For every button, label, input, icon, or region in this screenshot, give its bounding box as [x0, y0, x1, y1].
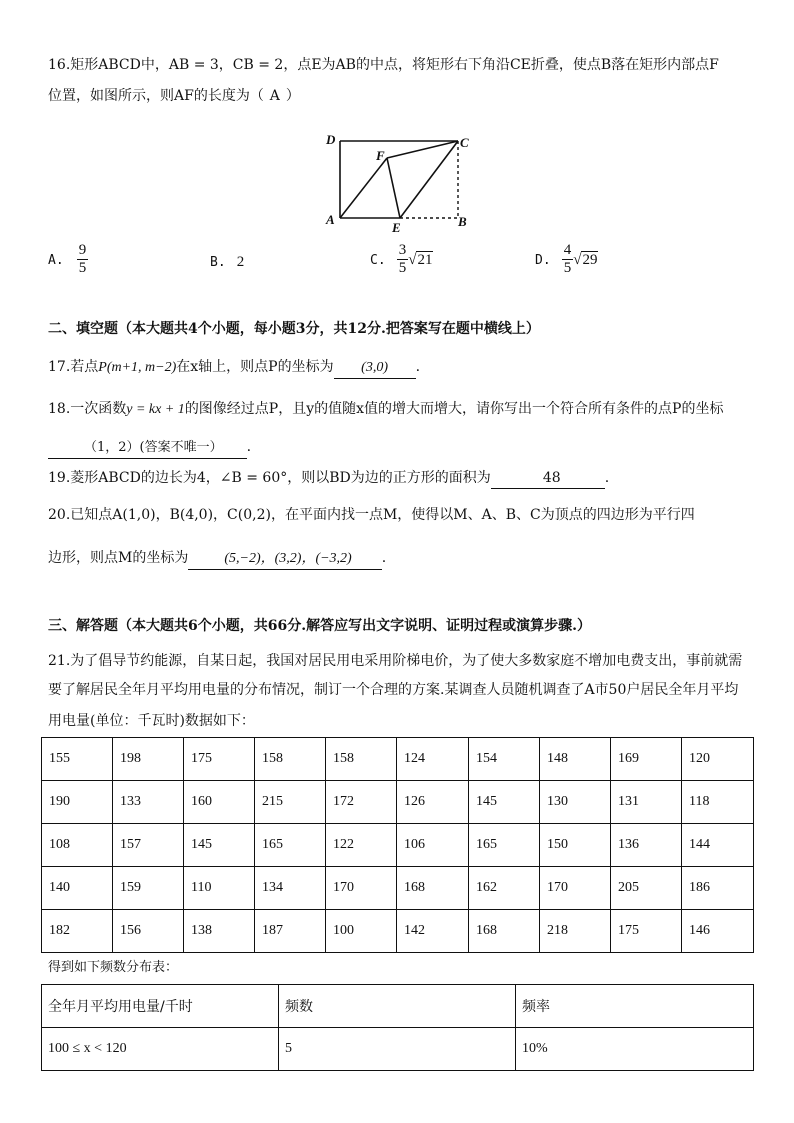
option-b-value: 2	[236, 254, 245, 270]
table-cell: 170	[326, 867, 397, 910]
freq-cell-rate: 10%	[516, 1028, 754, 1071]
table-cell: 170	[540, 867, 611, 910]
freq-row	[42, 1028, 754, 1071]
label-c: C	[460, 135, 469, 150]
option-c-num: 3	[398, 242, 407, 258]
option-c-fraction	[397, 242, 409, 277]
table-cell: 100	[326, 910, 397, 953]
table-cell: 158	[255, 738, 326, 781]
option-d-num: 4	[563, 242, 572, 258]
option-b-label: B.	[210, 255, 226, 270]
option-a-label: A.	[48, 253, 64, 268]
option-d	[535, 242, 598, 277]
q20-text: 边形，则点M的坐标为	[48, 550, 189, 566]
q21-line3: 用电量(单位：千瓦时)数据如下：	[48, 713, 255, 729]
table-cell: 154	[469, 738, 540, 781]
q18-line2	[48, 437, 251, 459]
option-c	[370, 242, 433, 277]
table-cell: 140	[42, 867, 113, 910]
table-cell: 182	[42, 910, 113, 953]
table-cell: 148	[540, 738, 611, 781]
option-c-den: 5	[398, 260, 407, 276]
q18-text-a: 18.一次函数	[48, 401, 127, 417]
table-cell: 187	[255, 910, 326, 953]
table-cell: 133	[113, 781, 184, 824]
q19-end: .	[604, 470, 610, 486]
option-c-sqrt: √21	[408, 252, 433, 268]
q21-line1: 21.为了倡导节约能源，自某日起，我国对居民用电采用阶梯电价，为了使大多数家庭不增加电费支出，事前就需	[48, 653, 743, 669]
q17-answer: (3,0)	[334, 358, 416, 379]
q16-line2-text: 位置，如图所示，则AF的长度为（	[48, 88, 264, 104]
table-cell: 150	[540, 824, 611, 867]
table-cell: 145	[184, 824, 255, 867]
q20-answer: (5,−2)，(3,2)，(−3,2)	[188, 549, 381, 570]
usage-data-table	[41, 737, 754, 953]
table-cell: 110	[184, 867, 255, 910]
option-c-label: C.	[370, 253, 386, 268]
q19-answer: 48	[491, 468, 605, 489]
q20-end: .	[381, 550, 387, 566]
q18-line1	[48, 399, 723, 420]
table-cell: 158	[326, 738, 397, 781]
section3-title: 三、解答题（本大题共6个小题，共66分.解答应写出文字说明、证明过程或演算步骤.）	[48, 618, 591, 634]
label-e: E	[392, 220, 401, 234]
freq-header-count: 频数	[279, 985, 516, 1028]
table-cell: 215	[255, 781, 326, 824]
table-cell: 142	[397, 910, 469, 953]
q19	[48, 468, 609, 489]
edge-af	[340, 158, 387, 218]
table-row	[42, 824, 754, 867]
table-cell: 118	[682, 781, 754, 824]
table-cell: 165	[469, 824, 540, 867]
table-cell: 186	[682, 867, 754, 910]
table-cell: 175	[611, 910, 682, 953]
table-cell: 131	[611, 781, 682, 824]
label-b: B	[458, 214, 467, 229]
table-cell: 190	[42, 781, 113, 824]
q18-answer: （1，2）(答案不唯一）	[48, 438, 247, 459]
table-cell: 136	[611, 824, 682, 867]
table-cell: 168	[397, 867, 469, 910]
option-d-den: 5	[563, 260, 572, 276]
label-f: F	[376, 148, 385, 163]
table-row	[42, 738, 754, 781]
table-cell: 205	[611, 867, 682, 910]
label-a: A	[326, 212, 335, 227]
option-a-num: 9	[78, 242, 87, 258]
table-cell: 130	[540, 781, 611, 824]
table-cell: 156	[113, 910, 184, 953]
q18-expr: y = kx + 1	[126, 402, 185, 417]
table-cell: 120	[682, 738, 754, 781]
q16-line1: 16.矩形ABCD中，AB = 3，CB = 2，点E为AB的中点，将矩形右下角沿CE折叠，使点B落在矩形内部点F	[48, 57, 719, 73]
table-row	[42, 910, 754, 953]
q17-end: .	[415, 359, 421, 375]
table-cell: 160	[184, 781, 255, 824]
q16-line2	[48, 86, 300, 106]
edge-fe	[387, 158, 400, 218]
table-cell: 168	[469, 910, 540, 953]
table-cell: 126	[397, 781, 469, 824]
table-row	[42, 867, 754, 910]
freq-header-range: 全年月平均用电量/千时	[42, 985, 279, 1028]
option-b	[210, 251, 244, 271]
freq-cell-range: 100 ≤ x < 120	[42, 1028, 279, 1071]
table-cell: 218	[540, 910, 611, 953]
option-a-den: 5	[78, 260, 87, 276]
table-cell: 165	[255, 824, 326, 867]
q17	[48, 357, 420, 379]
q21-line2: 要了解居民全年月平均用电量的分布情况，制订一个合理的方案.某调查人员随机调查了A市50户居民全年月平均	[48, 682, 739, 698]
table-cell: 175	[184, 738, 255, 781]
table-cell: 144	[682, 824, 754, 867]
table-cell: 157	[113, 824, 184, 867]
option-d-label: D.	[535, 253, 551, 268]
table-row	[42, 781, 754, 824]
table-cell: 106	[397, 824, 469, 867]
table-cell: 145	[469, 781, 540, 824]
q17-expr: P(m+1, m−2)	[98, 360, 177, 375]
table-cell: 108	[42, 824, 113, 867]
table-cell: 169	[611, 738, 682, 781]
table-cell: 172	[326, 781, 397, 824]
q17-text-b: 在x轴上，则点P的坐标为	[176, 359, 334, 375]
q16-answer: A	[269, 88, 280, 104]
table-cell: 138	[184, 910, 255, 953]
q17-text-a: 17.若点	[48, 359, 99, 375]
table-cell: 162	[469, 867, 540, 910]
option-d-sqrt: √29	[573, 252, 598, 268]
label-d: D	[326, 132, 336, 147]
fold-figure	[318, 128, 478, 234]
table-cell: 155	[42, 738, 113, 781]
option-d-radicand: 29	[582, 252, 598, 268]
table-cell: 122	[326, 824, 397, 867]
q16-line2-close: ）	[285, 88, 300, 104]
q20-line2	[48, 548, 386, 570]
freq-header-row	[42, 985, 754, 1028]
option-a-fraction	[77, 242, 89, 277]
table-cell: 134	[255, 867, 326, 910]
q18-end: .	[246, 439, 252, 455]
q18-text-b: 的图像经过点P，且y的值随x值的增大而增大，请你写出一个符合所有条件的点P的坐标	[184, 401, 724, 417]
table-cell: 124	[397, 738, 469, 781]
freq-cell-count: 5	[279, 1028, 516, 1071]
q20-line1: 20.已知点A(1,0)，B(4,0)，C(0,2)，在平面内找一点M，使得以M、A、B、C为顶点的四边形为平行四	[48, 507, 695, 523]
table-cell: 146	[682, 910, 754, 953]
frequency-table	[41, 984, 754, 1071]
option-c-radicand: 21	[417, 252, 433, 268]
freq-intro: 得到如下频数分布表：	[48, 960, 179, 975]
table-cell: 198	[113, 738, 184, 781]
freq-header-rate: 频率	[516, 985, 754, 1028]
q19-text: 19.菱形ABCD的边长为4，∠B = 60°，则以BD为边的正方形的面积为	[48, 470, 491, 486]
option-a	[48, 242, 88, 277]
option-d-fraction	[562, 242, 574, 277]
table-cell: 159	[113, 867, 184, 910]
section2-title: 二、填空题（本大题共4个小题，每小题3分，共12分.把答案写在题中横线上）	[48, 321, 540, 337]
